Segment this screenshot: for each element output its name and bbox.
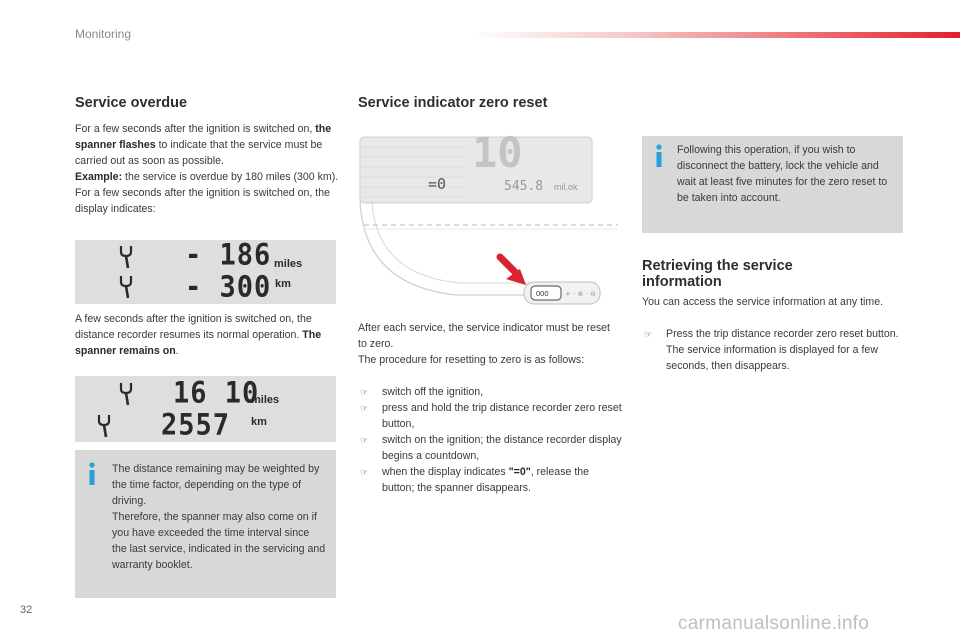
cluster-top-digits: 10 bbox=[472, 135, 523, 177]
retrieving-steps bbox=[642, 326, 904, 374]
display-panel-overdue bbox=[75, 240, 336, 304]
display-row2-value: - 300 bbox=[185, 270, 272, 305]
pointing-finger-icon: ☞ bbox=[360, 435, 369, 445]
display-row2-unit: km bbox=[251, 416, 267, 428]
pointing-finger-icon: ☞ bbox=[360, 403, 369, 413]
section-title: Monitoring bbox=[75, 27, 132, 41]
info-box-distance-weighting bbox=[75, 450, 336, 598]
zero-reset-steps bbox=[358, 384, 622, 496]
info-box-battery bbox=[642, 136, 903, 233]
display-panel-normal bbox=[75, 376, 336, 442]
pointing-finger-icon: ☞ bbox=[644, 329, 653, 339]
zero-reset-heading: Service indicator zero reset bbox=[358, 95, 548, 111]
spanner-icon bbox=[119, 275, 133, 299]
list-item: ☞ switch on the ignition; the distance recorder display begins a countdown, bbox=[360, 434, 622, 462]
zero-reset-intro: After each service, the service indicator must be reset to zero. The procedure for resetting to zero is as follows: bbox=[358, 322, 611, 366]
info-text: Following this operation, if you wish to disconnect the battery, lock the vehicle and wait at least five minutes for the zero reset to be taken into account. bbox=[677, 144, 888, 204]
pointing-finger-icon: ☞ bbox=[360, 387, 369, 397]
list-item: ☞ Press the trip distance recorder zero reset button. bbox=[644, 328, 899, 340]
display-row1-value: - 186 bbox=[185, 238, 272, 273]
info-icon bbox=[86, 462, 98, 486]
cluster-trip-unit: mil.ok bbox=[554, 182, 578, 192]
list-item: ☞ when the display indicates "=0", release the button; the spanner disappears. bbox=[360, 466, 590, 494]
watermark: carmanualsonline.info bbox=[678, 613, 870, 634]
retrieving-heading: Retrieving the service information bbox=[642, 258, 793, 290]
cluster-button-marks: + · ⊕ · ⊖ bbox=[565, 290, 596, 298]
display-row1-value: 16 10 bbox=[173, 376, 260, 411]
page-number: 32 bbox=[20, 604, 33, 616]
list-item: The service information is displayed for a few seconds, then disappears. bbox=[666, 344, 878, 372]
service-overdue-para3: A few seconds after the ignition is switched on, the distance recorder resumes its normal operation. The spanner remains on. bbox=[75, 313, 322, 357]
pointing-finger-icon: ☞ bbox=[360, 467, 369, 477]
instrument-cluster-illustration bbox=[356, 135, 622, 315]
list-item: ☞ switch off the ignition, bbox=[360, 386, 484, 398]
display-row1-unit: miles bbox=[251, 394, 280, 406]
service-overdue-heading: Service overdue bbox=[75, 95, 188, 111]
red-arrow-icon bbox=[500, 257, 526, 285]
info-icon bbox=[653, 144, 665, 168]
display-row1-unit: miles bbox=[274, 258, 303, 270]
trip-reset-button-label: 000 bbox=[536, 289, 549, 298]
spanner-icon bbox=[119, 245, 133, 269]
display-row2-value: 2557 bbox=[161, 408, 231, 443]
info-text: The distance remaining may be weighted by the time factor, depending on the type of driving. Therefore, the spanner may also come on if you have exceeded the time interval since the last service, indicated in the servicing and warranty booklet. bbox=[112, 463, 326, 571]
header-accent-bar bbox=[470, 32, 960, 38]
display-row2-unit: km bbox=[275, 278, 291, 290]
list-item: ☞ press and hold the trip distance recorder zero reset button, bbox=[360, 402, 622, 430]
cluster-trip-value: 545.8 bbox=[504, 179, 544, 194]
cluster-small-readout: =0 bbox=[428, 175, 447, 193]
service-overdue-para1: For a few seconds after the ignition is switched on, the spanner flashes to indicate that the service must be carried out as soon as possible. Example: the service is overdue by 180 miles (300 km). For a few seconds after the ignition is switched on, the display indicates: bbox=[75, 123, 339, 215]
spanner-icon bbox=[119, 382, 133, 406]
retrieving-intro: You can access the service information at any time. bbox=[642, 296, 884, 308]
spanner-icon bbox=[97, 414, 111, 438]
